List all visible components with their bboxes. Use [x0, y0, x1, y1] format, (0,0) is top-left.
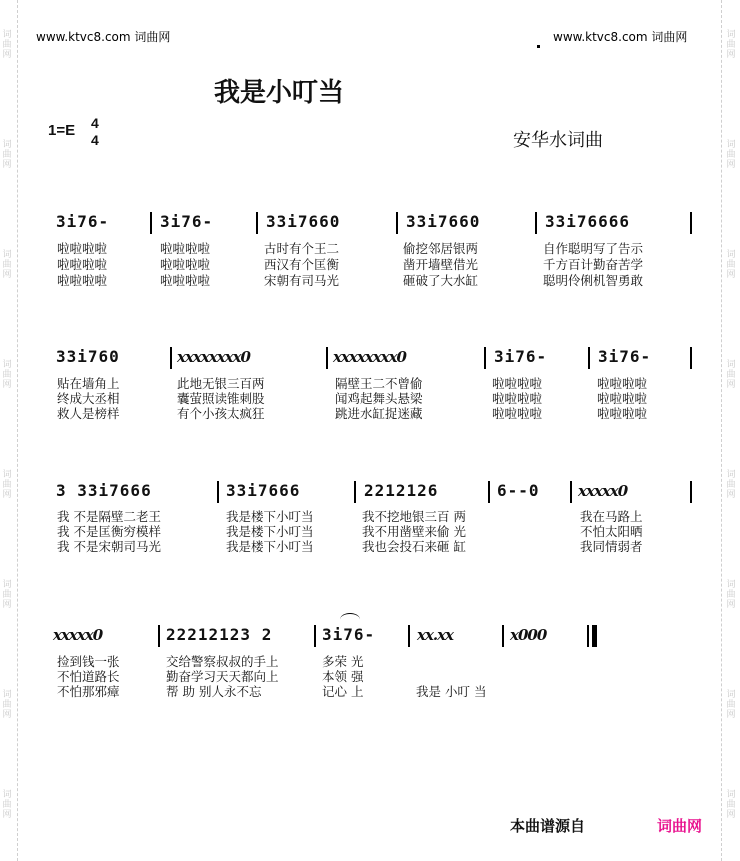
lyric: 啦啦啦啦: [597, 376, 648, 391]
measure: 6--0: [497, 481, 540, 500]
measure: 33i7660: [266, 212, 341, 231]
barline: [217, 481, 219, 503]
barline: [570, 481, 572, 503]
lyric: 啦啦啦啦: [160, 257, 211, 272]
lyric: 我是楼下小叮当: [226, 524, 314, 539]
side-mark: 词曲网: [2, 470, 12, 500]
measure: xxxxx0: [578, 482, 628, 500]
barline: [256, 212, 258, 234]
lyric: 我是楼下小叮当: [226, 509, 314, 524]
final-barline-thin: [587, 625, 589, 647]
lyric: 帮 助 别人永不忘: [166, 684, 262, 699]
barline: [535, 212, 537, 234]
watermark-left: www.ktvc8.com 词曲网: [36, 30, 171, 44]
side-mark: 词曲网: [726, 470, 736, 500]
barline: [150, 212, 152, 234]
barline: [502, 625, 504, 647]
measure: 3i76-: [160, 212, 214, 231]
lyric: 救人是榜样: [57, 406, 120, 421]
lyric: 我在马路上: [580, 509, 643, 524]
measure: xx.xx: [417, 626, 453, 644]
key-signature: 1=E: [48, 122, 76, 139]
lyric: 砸破了大水缸: [403, 273, 479, 288]
speck: [537, 45, 540, 48]
side-mark: 词曲网: [2, 250, 12, 280]
measure: 3i76-: [494, 347, 548, 366]
side-mark: 词曲网: [2, 790, 12, 820]
barline: [588, 347, 590, 369]
side-mark: 词曲网: [2, 140, 12, 170]
side-mark: 词曲网: [726, 30, 736, 60]
lyric: 啦啦啦啦: [57, 241, 108, 256]
lyric: 此地无银三百两: [177, 376, 265, 391]
lyric: 我是楼下小叮当: [226, 539, 314, 554]
lyric: 捡到钱一张: [57, 654, 120, 669]
lyric: 啦啦啦啦: [597, 406, 648, 421]
measure: 33i760: [56, 347, 120, 366]
right-watermark-strip: [724, 0, 738, 861]
lyric: 隔壁王二不曾偷: [335, 376, 423, 391]
lyric: 西汉有个匡衡: [264, 257, 340, 272]
left-watermark-strip: [0, 0, 14, 861]
barline: [488, 481, 490, 503]
lyric: 偷挖邻居银两: [403, 241, 479, 256]
lyric: 记心 上: [322, 684, 364, 699]
measure: 33i7660: [406, 212, 481, 231]
lyric: 啦啦啦啦: [160, 241, 211, 256]
time-signature-bottom: 4: [91, 132, 99, 148]
lyric: 我 不是宋朝司马光: [57, 539, 161, 554]
lyric: 囊萤照读锥刺股: [177, 391, 265, 406]
lyric: 勤奋学习天天都向上: [166, 669, 279, 684]
lyric: 啦啦啦啦: [160, 273, 211, 288]
barline: [690, 481, 692, 503]
lyric: 我 不是匡衡穷模样: [57, 524, 161, 539]
measure: 33i7666: [226, 481, 301, 500]
lyric: 自作聪明写了告示: [543, 241, 644, 256]
lyric: 啦啦啦啦: [492, 406, 543, 421]
measure: x000: [510, 626, 547, 644]
lyric: 我 不是隔壁二老王: [57, 509, 161, 524]
side-mark: 词曲网: [726, 580, 736, 610]
lyric: 啦啦啦啦: [492, 391, 543, 406]
measure: 3i76-: [56, 212, 110, 231]
measure: 3i76-: [322, 625, 376, 644]
lyric: 啦啦啦啦: [492, 376, 543, 391]
side-mark: 词曲网: [2, 30, 12, 60]
side-mark: 词曲网: [726, 790, 736, 820]
barline: [158, 625, 160, 647]
lyric: 多荣 光: [322, 654, 364, 669]
barline: [690, 212, 692, 234]
lyric: 本领 强: [322, 669, 364, 684]
right-dashed-line: [721, 0, 722, 861]
side-mark: 词曲网: [2, 690, 12, 720]
lyric: 不怕道路长: [57, 669, 120, 684]
lyric: 交给警察叔叔的手上: [166, 654, 279, 669]
lyric: 古时有个王二: [264, 241, 340, 256]
lyric: 宋朝有司马光: [264, 273, 340, 288]
measure: 2212126: [364, 481, 439, 500]
measure: xxxxxxxx0: [177, 348, 250, 366]
measure: 3 33i7666: [56, 481, 152, 500]
lyric: 我同情弱者: [580, 539, 643, 554]
side-mark: 词曲网: [726, 360, 736, 390]
lyric: 我是 小叮 当: [416, 684, 487, 699]
lyric: 贴在墙角上: [57, 376, 120, 391]
lyric: 啦啦啦啦: [597, 391, 648, 406]
barline: [690, 347, 692, 369]
measure: xxxxxxxx0: [333, 348, 406, 366]
lyric: 终成大丞相: [57, 391, 120, 406]
footer-source: 本曲谱源自: [510, 817, 586, 835]
final-barline-thick: [592, 625, 597, 647]
watermark-right: www.ktvc8.com 词曲网: [553, 30, 688, 44]
lyric: 我不挖地银三百 两: [362, 509, 466, 524]
barline: [170, 347, 172, 369]
lyric: 不怕那邪瘴: [57, 684, 120, 699]
side-mark: 词曲网: [726, 690, 736, 720]
barline: [396, 212, 398, 234]
barline: [484, 347, 486, 369]
lyric: 闻鸡起舞头悬梁: [335, 391, 423, 406]
time-signature-top: 4: [91, 115, 99, 131]
barline: [408, 625, 410, 647]
lyric: 有个小孩太疯狂: [177, 406, 265, 421]
measure: 3i76-: [598, 347, 652, 366]
left-dashed-line: [17, 0, 18, 861]
lyric: 聪明伶俐机智勇敢: [543, 273, 644, 288]
measure: 22212123 2: [166, 625, 273, 644]
measure: xxxxx0: [53, 626, 103, 644]
side-mark: 词曲网: [2, 360, 12, 390]
lyric: 啦啦啦啦: [57, 273, 108, 288]
slur: [340, 613, 360, 626]
lyric: 凿开墙壁借光: [403, 257, 479, 272]
song-title: 我是小叮当: [214, 78, 345, 108]
barline: [326, 347, 328, 369]
lyric: 我也会投石来砸 缸: [362, 539, 466, 554]
measure: 33i76666: [545, 212, 631, 231]
barline: [354, 481, 356, 503]
credit: 安华水词曲: [513, 130, 603, 151]
lyric: 不怕太阳晒: [580, 524, 643, 539]
side-mark: 词曲网: [726, 140, 736, 170]
side-mark: 词曲网: [726, 250, 736, 280]
footer-site: 词曲网: [657, 817, 703, 835]
lyric: 我不用凿壁来偷 光: [362, 524, 466, 539]
side-mark: 词曲网: [2, 580, 12, 610]
lyric: 跳进水缸捉迷藏: [335, 406, 423, 421]
lyric: 千方百计勤奋苦学: [543, 257, 644, 272]
barline: [314, 625, 316, 647]
lyric: 啦啦啦啦: [57, 257, 108, 272]
